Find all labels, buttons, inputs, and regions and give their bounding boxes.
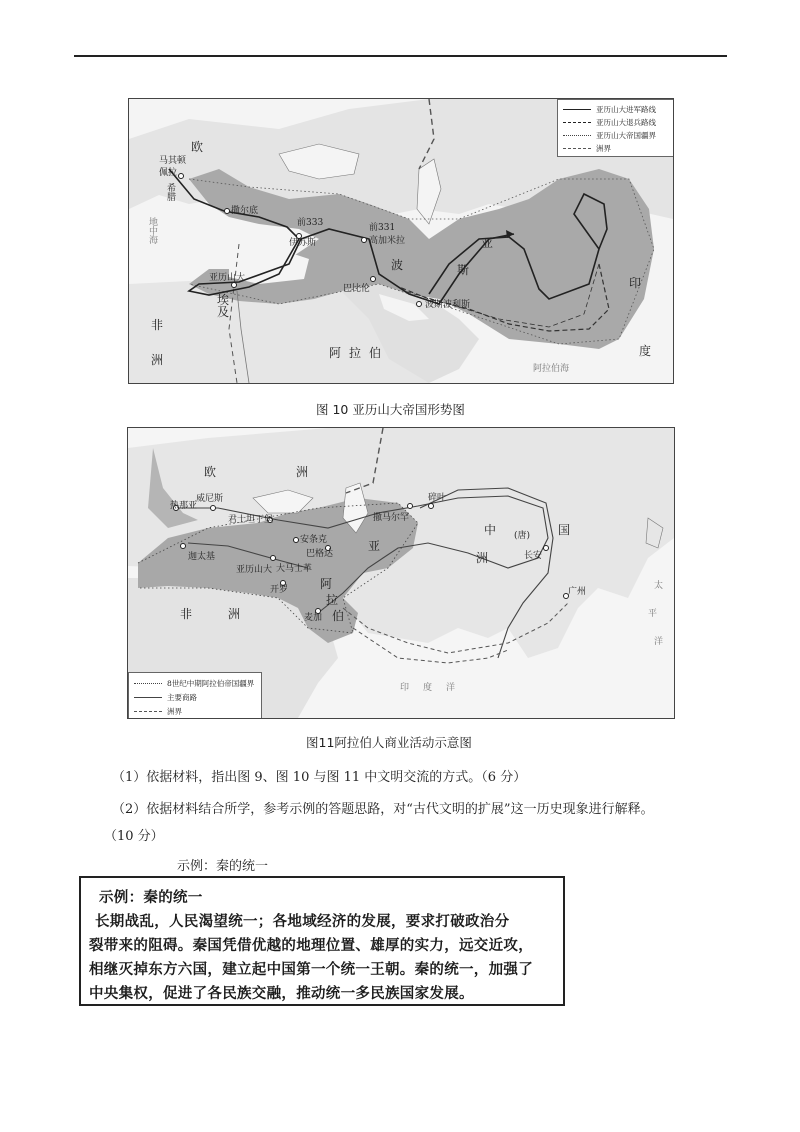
example-answer-box [79,876,565,1006]
label-gaugamela: 高加米拉 [369,236,406,246]
legend-trade-route: 主要商路 [167,693,197,702]
label-year-331: 前331 [369,223,396,233]
label-asia-2: 洲 [476,551,489,565]
label-india-2: 度 [639,344,652,358]
example-line-4: 中央集权，促进了各民族交融，推动统一多民族国家发展。 [89,985,474,1002]
legend-continent-line: 洲界 [167,707,182,716]
label-china-2: 国 [558,523,571,537]
label-greece: 希腊 [167,184,177,203]
label-cairo: 开罗 [270,585,289,595]
example-title: 示例：秦的统一 [99,889,203,906]
label-guangzhou: 广州 [568,587,587,597]
caption-figure-10: 图 10 亚历山大帝国形势图 [316,402,465,417]
header-rule [74,55,727,57]
label-pacific-3: 洋 [654,637,664,647]
label-changan: 长安 [524,551,543,561]
label-persepolis: 波斯波利斯 [425,300,471,310]
label-arabia-3: 伯 [332,609,345,623]
label-samarkand: 撒马尔罕 [373,513,410,523]
label-damascus: 大马士革 [276,564,313,574]
map1-legend [557,99,674,157]
label-alexandria: 亚历山大 [209,273,246,283]
label-alexandria-2: 亚历山大 [236,565,273,575]
label-asia: 亚 [481,236,494,250]
label-india-1: 印 [629,276,642,290]
label-africa-2: 洲 [151,353,164,367]
example-line-3: 相继灭掉东方六国，建立起中国第一个统一王朝。秦的统一，加强了 [89,961,533,978]
label-babylon: 巴比伦 [343,284,371,294]
label-africa-2: 洲 [228,607,241,621]
label-pacific-1: 太 [654,581,664,591]
label-arabia: 阿拉伯 [329,346,390,360]
label-mecca: 麦加 [304,613,323,623]
label-macedonia: 马其顿 [159,156,187,166]
label-persia-1: 波 [391,258,404,272]
question-2-line-1: （2）依据材料结合所学，参考示例的答题思路，对“古代文明的扩展”这一历史现象进行解释。 [112,802,654,817]
label-mediterranean: 地中海 [149,218,159,246]
label-pella: 佩拉 [159,168,178,178]
caption-figure-11: 图11阿拉伯人商业活动示意图 [306,735,472,750]
example-line-1: 长期战乱，人民渴望统一；各地域经济的发展，要求打破政治分 [95,913,510,930]
label-venice: 威尼斯 [196,494,224,504]
label-arabia-2: 拉 [326,593,339,607]
example-label: 示例：秦的统一 [177,859,269,874]
label-baghdad: 巴格达 [306,549,334,559]
arab-trade-map [127,427,675,719]
label-suyab: 碎叶 [428,493,447,503]
label-china-1: 中 [484,523,497,537]
label-africa-1: 非 [151,318,164,332]
label-carthage: 迦太基 [188,552,216,562]
legend-advance-route: 亚历山大进军路线 [596,105,656,114]
legend-empire-border: 亚历山大帝国疆界 [596,131,656,140]
alexander-empire-map [128,98,674,384]
map2-legend [128,672,262,719]
label-europe-1: 欧 [204,465,217,479]
legend-arab-border: 8世纪中期阿拉伯帝国疆界 [167,679,255,688]
label-constantinople: 君士坦丁堡 [228,515,274,525]
legend-continent-line: 洲界 [596,144,611,153]
label-pacific-2: 平 [648,609,658,619]
label-genoa: 热那亚 [170,501,198,511]
label-indian-ocean: 印度洋 [400,683,470,693]
label-africa-1: 非 [180,607,193,621]
question-2-line-2: （10 分） [104,829,164,844]
label-tang: (唐) [514,531,531,541]
question-1: （1）依据材料，指出图 9、图 10 与图 11 中文明交流的方式。（6 分） [112,770,527,785]
label-antioch: 安条克 [300,535,328,545]
label-europe: 欧 [191,140,204,154]
example-line-2: 裂带来的阻碍。秦国凭借优越的地理位置、雄厚的实力，远交近攻， [89,937,533,954]
label-europe-2: 洲 [296,465,309,479]
label-egypt: 埃及 [217,293,230,319]
label-arabian-sea: 阿拉伯海 [533,364,570,374]
label-sardis: 撒尔底 [231,206,259,216]
label-asia-1: 亚 [368,539,381,553]
label-arabia-1: 阿 [320,577,333,591]
legend-retreat-route: 亚历山大退兵路线 [596,118,656,127]
label-persia-2: 斯 [457,263,470,277]
label-year-333: 前333 [297,218,324,228]
label-issus: 伊苏斯 [289,238,317,248]
